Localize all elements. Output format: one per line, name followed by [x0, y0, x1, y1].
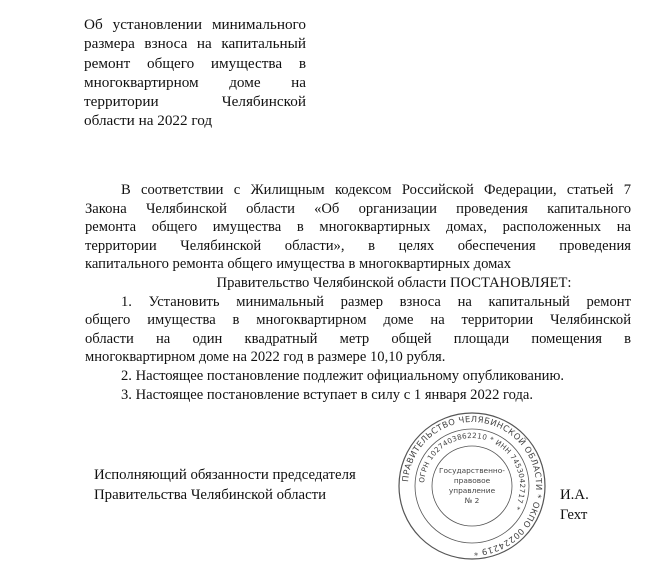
seal-inner-text: ОГРН 1027403862210 * ИНН 7453042717 * [417, 430, 528, 512]
seal-center-line: управление [448, 486, 496, 495]
title-line: многоквартирном доме на [84, 73, 306, 91]
item3: 3. Настоящее постановление вступает в силу с 1 января 2022 года. [121, 386, 534, 403]
signer-position: Исполняющий обязанности председателя [94, 467, 356, 483]
signer-name: И.А. Гехт [560, 487, 589, 523]
item1-line: многоквартирном доме на 2022 год в размере 10,10 рубля. [85, 349, 446, 366]
title-line: ремонт общего имущества в [84, 54, 306, 72]
seal-outer-text: ПРАВИТЕЛЬСТВО ЧЕЛЯБИНСКОЙ ОБЛАСТИ * ОКПО 00224219 * [400, 413, 545, 559]
title-line: территории Челябинской [84, 93, 306, 111]
item1-line: 1. Установить минимальный размер взноса на капитальный ремонт [121, 293, 631, 310]
preamble-line: ремонта общего имущества в многоквартирных домах, расположенных на [85, 219, 631, 236]
signer-position: Правительства Челябинской области [94, 487, 327, 503]
title-line: области на 2022 год [84, 112, 213, 130]
title-line: Об установлении минимального [84, 16, 306, 33]
document-title [84, 15, 306, 131]
seal-center-line: правовое [453, 476, 491, 485]
preamble-line: капитального ремонта общего имущества в многоквартирных домах [85, 256, 512, 273]
title-line: размера взноса на капитальный [84, 35, 306, 53]
decree-statement: Правительство Челябинской области ПОСТАНОВЛЯЕТ: [216, 274, 572, 291]
preamble-line: В соответствии с Жилищным кодексом Российской Федерации, статьей 7 [121, 182, 631, 198]
preamble-line: Закона Челябинской области «Об организации проведения капитального [85, 200, 631, 217]
official-seal [396, 410, 548, 562]
item1-line: общего имущества в многоквартирном доме на территории Челябинской [85, 312, 631, 329]
item1-line: области на один квадратный метр общей площади помещения в [85, 330, 631, 347]
preamble-line: территории Челябинской области», в целях обеспечения проведения [85, 237, 631, 254]
seal-center-line: № 2 [464, 496, 480, 505]
seal-center-line: Государственно- [439, 466, 505, 475]
document-body [85, 181, 631, 404]
item2: 2. Настоящее постановление подлежит официальному опубликованию. [121, 367, 565, 384]
